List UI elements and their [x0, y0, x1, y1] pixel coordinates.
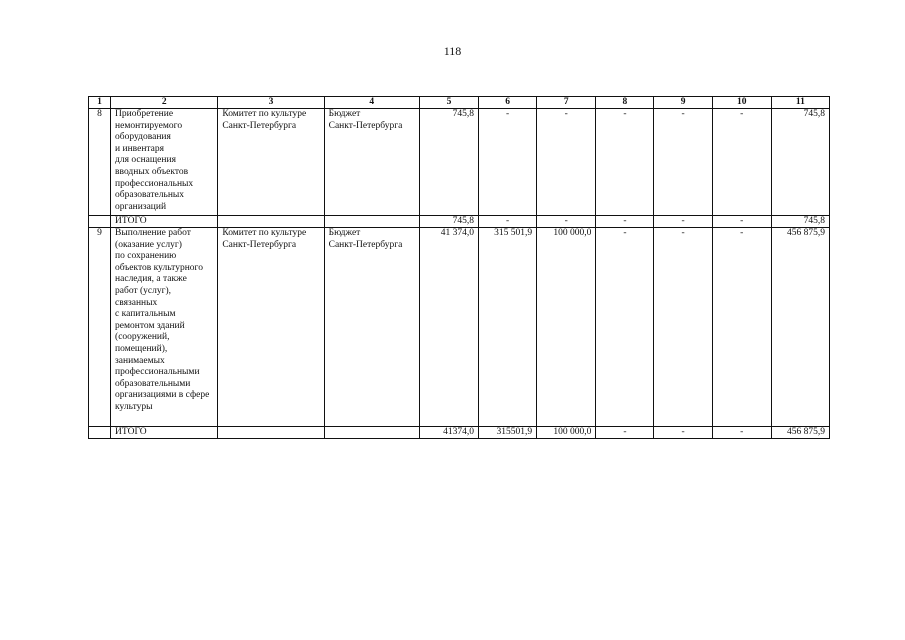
value-cell: -: [712, 228, 771, 427]
activity-name-line: Выполнение работ: [115, 228, 191, 238]
executor-line: Санкт-Петербурга: [222, 239, 297, 250]
activity-name-line: организаций: [115, 201, 167, 212]
total-value-cell: -: [712, 216, 771, 228]
activity-name-line: объектов культурного: [115, 262, 203, 273]
total-row: [89, 216, 830, 228]
executor-line: Комитет по культуре: [222, 228, 307, 238]
column-header: 2: [111, 97, 218, 109]
page-number: 118: [443, 44, 462, 58]
value-cell: -: [479, 109, 537, 216]
column-header: 5: [419, 97, 478, 109]
value-cell: 41 374,0: [419, 228, 478, 427]
value-cell: 100 000,0: [537, 228, 596, 427]
funding-source-cell: [324, 228, 419, 427]
total-value-cell: -: [712, 427, 771, 439]
total-value-cell: 100 000,0: [537, 427, 596, 439]
activity-name-line: по сохранению: [115, 251, 177, 262]
activity-name-line: с капитальным: [115, 309, 176, 320]
activity-name-line: оборудования: [115, 132, 171, 143]
column-header: 3: [218, 97, 324, 109]
row-number: 9: [89, 228, 111, 427]
activity-name-line: для оснащения: [115, 155, 176, 166]
column-header: 11: [771, 97, 829, 109]
activity-name-line: организациями в сфере: [115, 390, 210, 401]
value-cell: -: [654, 109, 712, 216]
value-cell: -: [596, 228, 654, 427]
value-cell: 456 875,9: [771, 228, 829, 427]
value-cell: -: [654, 228, 712, 427]
activity-name-line: Приобретение: [115, 109, 174, 119]
activity-name-line: ремонтом зданий: [115, 320, 185, 331]
total-value-cell: -: [596, 427, 654, 439]
total-label: ИТОГО: [111, 427, 218, 439]
total-value-cell: 745,8: [419, 216, 478, 228]
activity-name-cell: [111, 109, 218, 216]
column-header: 8: [596, 97, 654, 109]
header-row: [89, 97, 830, 109]
activity-name-line: немонтируемого: [115, 120, 183, 131]
budget-table: [88, 96, 830, 439]
value-cell: 315 501,9: [479, 228, 537, 427]
activity-name-line: образовательных: [115, 190, 185, 201]
activity-name-line: работ (услуг),: [115, 285, 172, 296]
activity-name-line: наследия, а также: [115, 274, 187, 285]
funding-source-cell: [324, 109, 419, 216]
column-header: 6: [479, 97, 537, 109]
total-value-cell: -: [537, 216, 596, 228]
total-value-cell: -: [654, 216, 712, 228]
total-value-cell: 41374,0: [419, 427, 478, 439]
executor-line: Санкт-Петербурга: [222, 120, 297, 131]
activity-name-line: профессиональных: [115, 178, 194, 189]
total-value-cell: -: [596, 216, 654, 228]
activity-name-line: вводных объектов: [115, 166, 189, 177]
activity-name-line: (сооружений,: [115, 332, 170, 343]
activity-name-line: (оказание услуг): [115, 239, 182, 250]
column-header: 1: [89, 97, 111, 109]
funding-source-line: Бюджет: [328, 109, 361, 119]
column-header: 10: [712, 97, 771, 109]
activity-name-cell: [111, 228, 218, 427]
total-label: ИТОГО: [111, 216, 218, 228]
value-cell: 745,8: [771, 109, 829, 216]
executor-cell: [218, 109, 324, 216]
activity-name-line: культуры: [115, 401, 153, 412]
total-value-cell: 315501,9: [479, 427, 537, 439]
table-row: [89, 228, 830, 427]
column-header: 7: [537, 97, 596, 109]
total-value-cell: -: [479, 216, 537, 228]
value-cell: -: [712, 109, 771, 216]
value-cell: -: [537, 109, 596, 216]
row-number: 8: [89, 109, 111, 216]
total-value-cell: -: [654, 427, 712, 439]
value-cell: 745,8: [419, 109, 478, 216]
column-header: 9: [654, 97, 712, 109]
total-row: [89, 427, 830, 439]
activity-name-line: занимаемых: [115, 355, 165, 366]
executor-line: Комитет по культуре: [222, 109, 307, 119]
funding-source-line: Санкт-Петербурга: [328, 120, 403, 131]
activity-name-line: образовательными: [115, 378, 191, 389]
activity-name-line: профессиональными: [115, 367, 200, 378]
activity-name-line: и инвентаря: [115, 143, 165, 154]
activity-name-line: связанных: [115, 297, 158, 308]
funding-source-line: Санкт-Петербурга: [328, 239, 403, 250]
column-header: 4: [324, 97, 419, 109]
total-value-cell: 745,8: [771, 216, 829, 228]
activity-name-line: помещений),: [115, 343, 168, 354]
executor-cell: [218, 228, 324, 427]
total-value-cell: 456 875,9: [771, 427, 829, 439]
table-row: [89, 109, 830, 216]
value-cell: -: [596, 109, 654, 216]
funding-source-line: Бюджет: [328, 228, 361, 238]
